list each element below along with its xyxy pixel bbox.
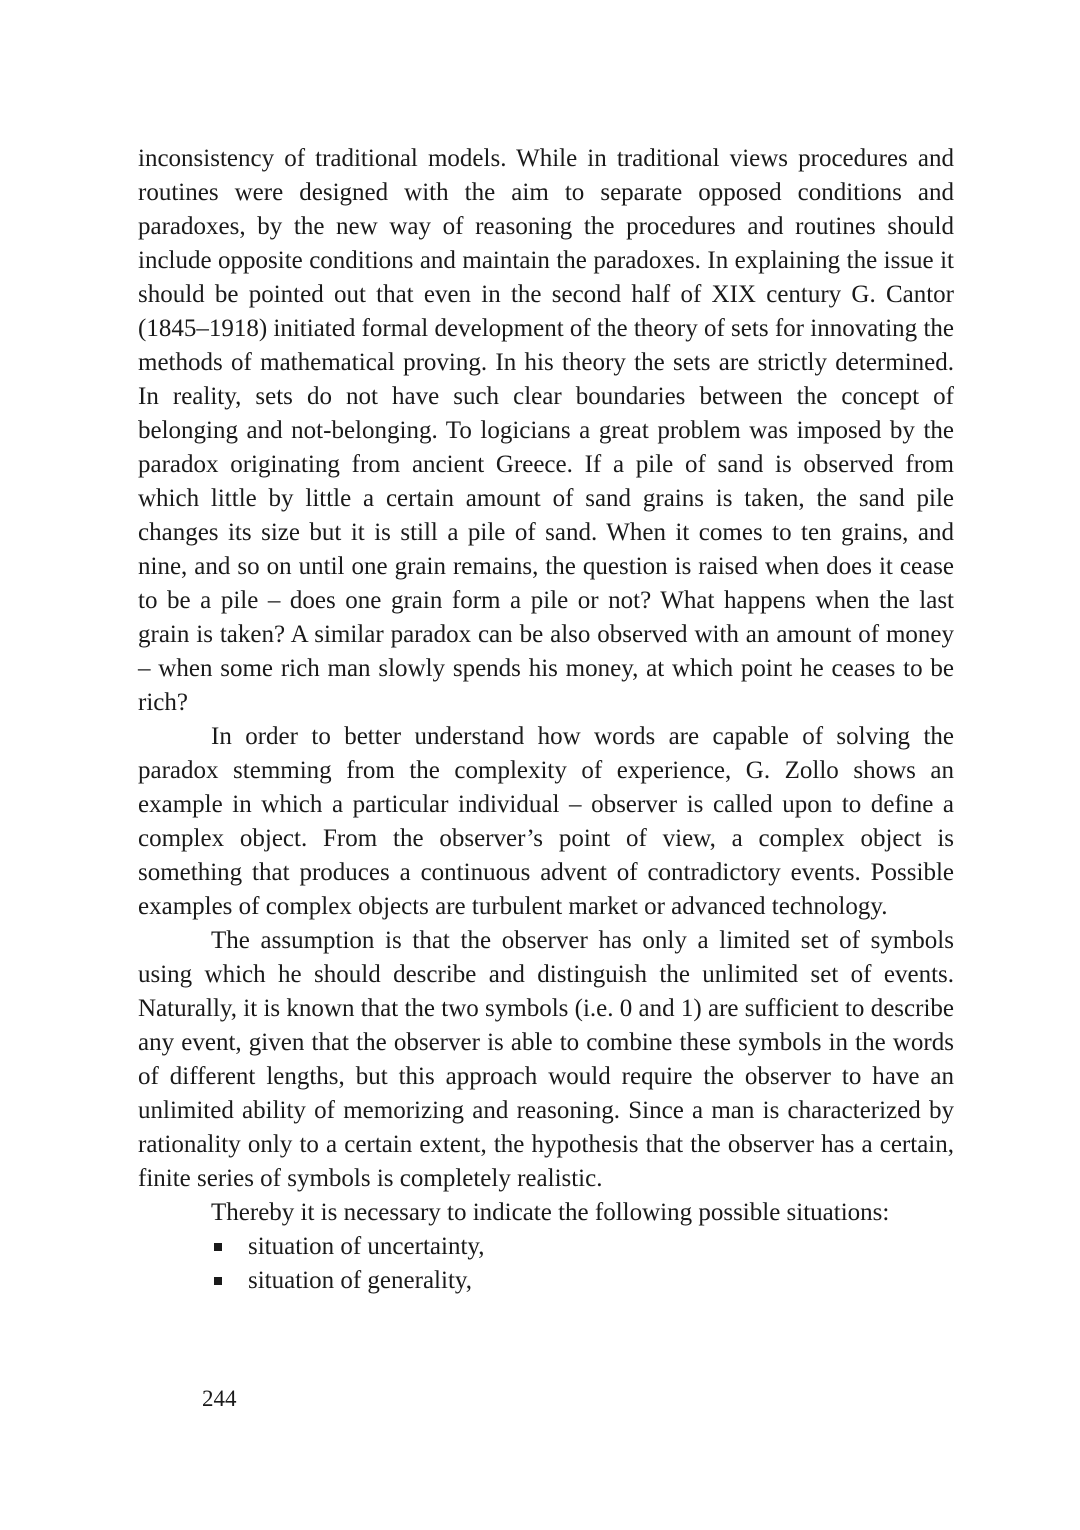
list-item-text: situation of generality,	[248, 1267, 473, 1294]
paragraph-continuation: inconsistency of traditional models. While in traditional views procedures and routines were designed with the aim to separate opposed conditions and paradoxes, by the new way of reasoning the procedures and routines should include opposite conditions and maintain the paradoxes. In explaining the issue it should be pointed out that even in the second half of XIX century G. Cantor (1845–1918) initiated formal development of the theory of sets for innovating the methods of mathematical proving. In his theory the sets are strictly determined. In reality, sets do not have such clear boundaries between the concept of belonging and not-belonging. To logicians a great problem was imposed by the paradox originating from ancient Greece. If a pile of sand is observed from which little by little a certain amount of sand grains is taken, the sand pile changes its size but it is still a pile of sand. When it comes to ten grains, and nine, and so on until one grain remains, the question is raised when does it cease to be a pile – does one grain form a pile or not? What happens when the last grain is taken? A similar paradox can be also observed with an amount of money – when some rich man slowly spends his money, at which point he ceases to be rich?	[138, 145, 954, 716]
body-text	[138, 142, 954, 1298]
page-number: 244	[202, 1386, 237, 1411]
square-bullet-icon	[214, 1243, 222, 1251]
square-bullet-icon	[214, 1277, 222, 1285]
list-item-text: situation of uncertainty,	[248, 1233, 485, 1260]
list-item	[138, 1230, 954, 1264]
paragraph-zollo-example: In order to better understand how words are capable of solving the paradox stemming from the complexity of experience, G. Zollo shows an example in which a particular individual – observer is called upon to define a complex object. From the observer’s point of view, a complex object is something that produces a continuous advent of contradictory events. Possible examples of complex objects are turbulent market or advanced technology.	[138, 723, 954, 920]
list-item	[138, 1264, 954, 1298]
situations-list	[138, 1230, 954, 1298]
paragraph-situations-intro: Thereby it is necessary to indicate the following possible situations:	[211, 1199, 890, 1226]
paragraph-observer-assumption: The assumption is that the observer has only a limited set of symbols using which he should describe and distinguish the unlimited set of events. Naturally, it is known that the two symbols (i.e. 0 and 1) are sufficient to describe any event, given that the observer is able to combine these symbols in the words of different lengths, but this approach would require the observer to have an unlimited ability of memorizing and reasoning. Since a man is characterized by rationality only to a certain extent, the hypothesis that the observer has a certain, finite series of symbols is completely realistic.	[138, 927, 954, 1192]
